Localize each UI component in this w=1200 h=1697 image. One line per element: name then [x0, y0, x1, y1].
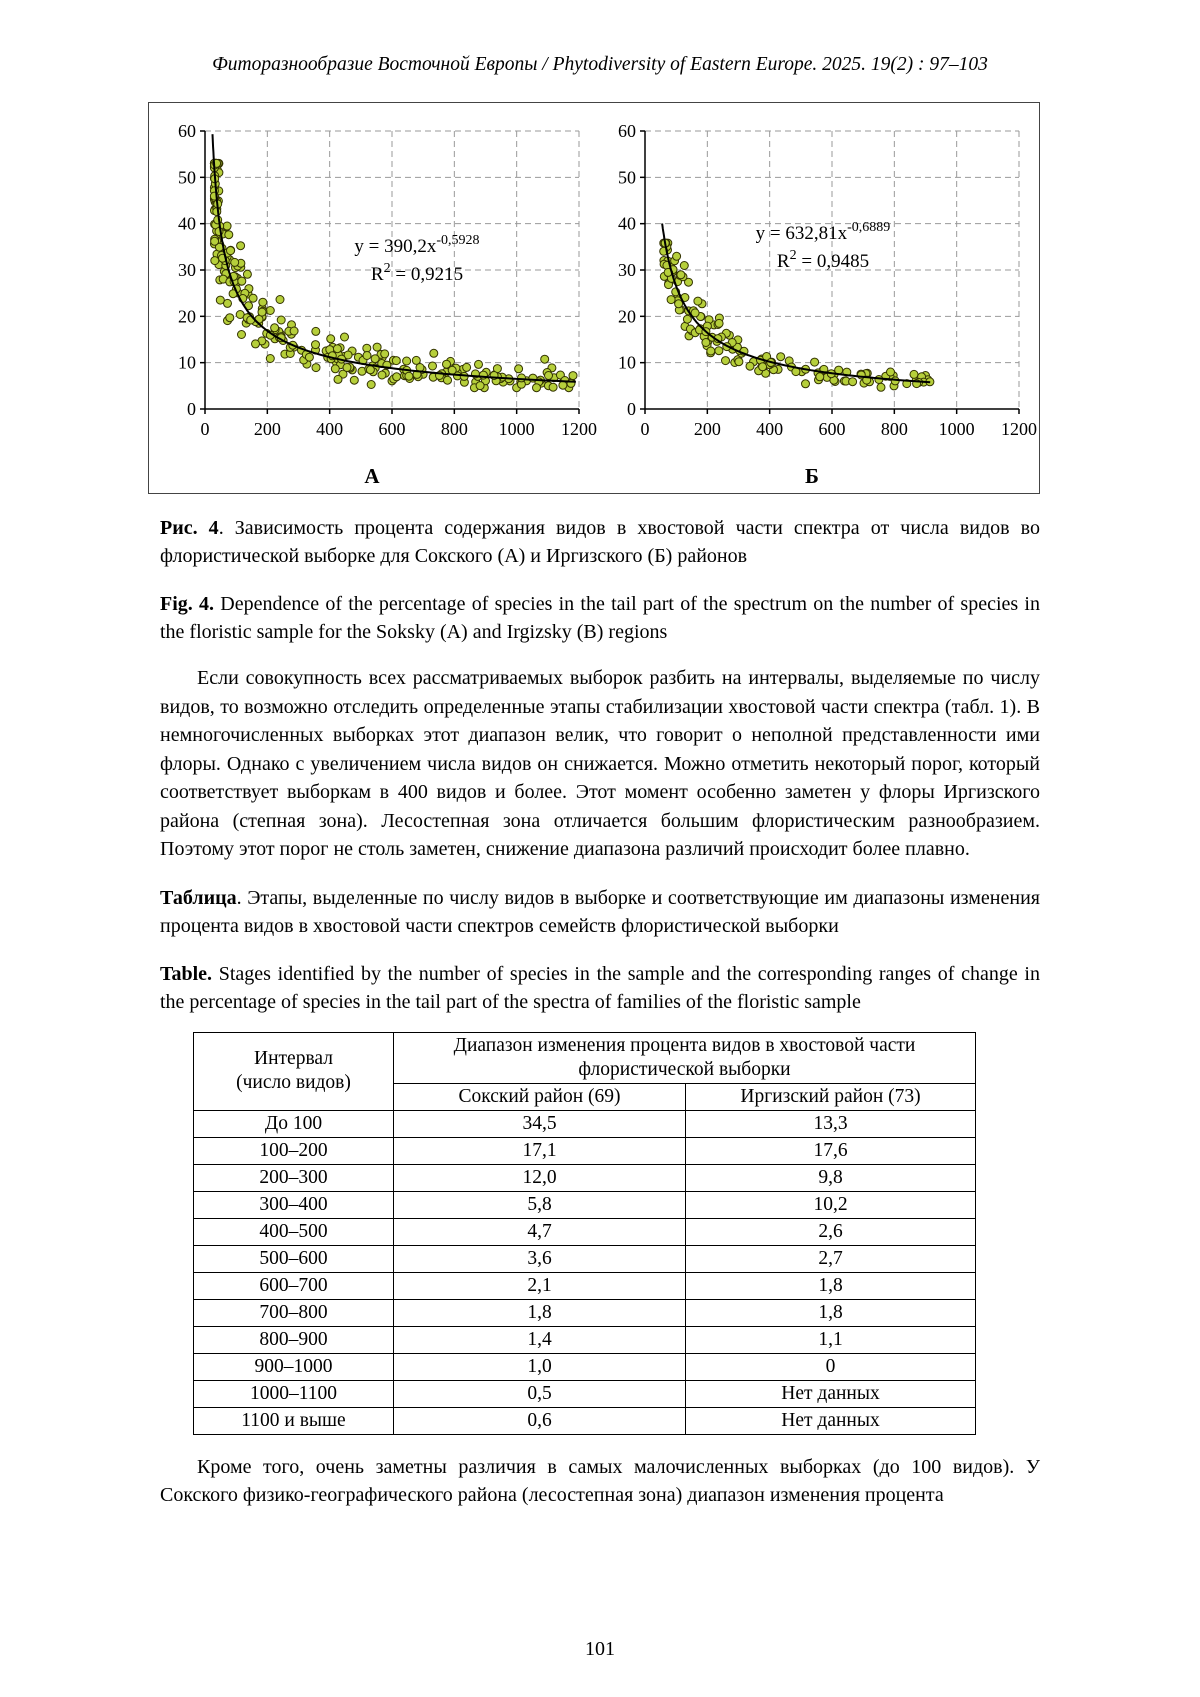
chart-svg — [155, 117, 597, 459]
scatter-point — [259, 298, 267, 306]
scatter-point — [223, 222, 231, 230]
table-cell: 9,8 — [686, 1164, 976, 1191]
scatter-point — [463, 363, 471, 371]
x-tick-label: 1000 — [498, 419, 535, 439]
table-caption-ru — [160, 884, 1040, 940]
table-caption-ru-lead: Таблица — [160, 886, 237, 909]
scatter-point — [312, 364, 320, 372]
scatter-point — [746, 362, 754, 370]
table-header-interval-line2: (число видов) — [236, 1072, 351, 1093]
scatter-point — [667, 296, 675, 304]
chart-svg — [595, 117, 1037, 459]
scatter-point — [444, 376, 452, 384]
scatter-point — [277, 316, 285, 324]
table-cell: 1,8 — [394, 1299, 686, 1326]
y-tick-label: 20 — [178, 306, 196, 327]
y-tick-label: 40 — [618, 213, 636, 234]
scatter-point — [549, 383, 557, 391]
table-cell: 200–300 — [194, 1164, 394, 1191]
table-row — [194, 1407, 976, 1434]
scatter-point — [276, 296, 284, 304]
scatter-point — [429, 362, 437, 370]
table-cell: 700–800 — [194, 1299, 394, 1326]
table-caption-en-lead: Table. — [160, 962, 213, 985]
x-tick-label: 200 — [693, 419, 721, 439]
scatter-point — [715, 319, 723, 327]
x-tick-label: 400 — [316, 419, 344, 439]
figure-caption-ru — [160, 514, 1040, 570]
scatter-point — [475, 360, 483, 368]
table-cell: 100–200 — [194, 1137, 394, 1164]
figure-caption-en — [160, 590, 1040, 646]
table-cell: 5,8 — [394, 1191, 686, 1218]
scatter-point — [237, 242, 245, 250]
table-caption-ru-text: . Этапы, выделенные по числу видов в выборке и соответствующие им диапазоны изменения процента видов в хвостовой части спектров семейств флористической выборки — [160, 886, 1040, 937]
fit-equation: $y = 390,2x^{-0,5928}$ — [354, 233, 480, 257]
table-cell: 1100 и выше — [194, 1407, 394, 1434]
table-cell: Нет данных — [686, 1380, 976, 1407]
scatter-point — [680, 262, 688, 270]
scatter-chart-b — [595, 117, 1037, 464]
scatter-point — [777, 353, 785, 361]
scatter-point — [802, 380, 810, 388]
scatter-point — [405, 372, 413, 380]
x-tick-label: 0 — [200, 419, 210, 439]
table-row — [194, 1245, 976, 1272]
table-cell: 12,0 — [394, 1164, 686, 1191]
x-tick-label: 800 — [440, 419, 468, 439]
scatter-point — [333, 345, 341, 353]
y-tick-label: 50 — [618, 167, 636, 188]
scatter-point — [515, 365, 523, 373]
fit-annotation — [756, 220, 891, 272]
table-cell: 900–1000 — [194, 1353, 394, 1380]
table-row — [194, 1164, 976, 1191]
scatter-point — [231, 258, 239, 266]
y-tick-label: 30 — [618, 260, 636, 280]
table-cell: 0 — [686, 1353, 976, 1380]
table-cell: 1,0 — [394, 1353, 686, 1380]
scatter-point — [683, 315, 691, 323]
table-wrapper — [193, 1032, 975, 1435]
table-cell: 17,6 — [686, 1137, 976, 1164]
body-paragraph-2: Кроме того, очень заметны различия в самых малочисленных выборках (до 100 видов). У Сокского физико-географического района (лесостепная зона) диапазон изменения процента — [160, 1455, 1040, 1506]
scatter-point — [811, 358, 819, 366]
fit-r-squared: $R^2 = 0,9485$ — [776, 248, 870, 272]
scatter-point — [476, 382, 484, 390]
table-row — [194, 1380, 976, 1407]
scatter-point — [226, 314, 234, 322]
scatter-point — [715, 347, 723, 355]
table-cell: 1,8 — [686, 1299, 976, 1326]
table-row — [194, 1110, 976, 1137]
table-cell: 4,7 — [394, 1218, 686, 1245]
table-cell: 300–400 — [194, 1191, 394, 1218]
page-number: 101 — [585, 1638, 615, 1660]
x-tick-label: 200 — [253, 419, 281, 439]
scatter-point — [545, 372, 553, 380]
scatter-point — [312, 341, 320, 349]
table-cell: До 100 — [194, 1110, 394, 1137]
y-tick-label: 60 — [178, 121, 196, 141]
scatter-point — [849, 378, 857, 386]
table-caption-en-text: Stages identified by the number of species in the sample and the corresponding ranges of change in the percentage of species in the tail part of the spectra of families of the floristic sample — [160, 962, 1040, 1013]
x-tick-label: 400 — [756, 419, 784, 439]
table-cell: 600–700 — [194, 1272, 394, 1299]
scatter-point — [381, 350, 389, 358]
scatter-point — [363, 352, 371, 360]
y-tick-label: 30 — [178, 260, 196, 280]
table-row — [194, 1191, 976, 1218]
figure-caption-ru-lead: Рис. 4 — [160, 517, 219, 539]
figure-caption-ru-text: . Зависимость процента содержания видов в хвостовой части спектра от числа видов во флористической выборке для Сокского (А) и Иргизского (Б) районов — [160, 517, 1040, 567]
data-table — [193, 1032, 976, 1435]
scatter-point — [707, 347, 715, 355]
scatter-point — [533, 384, 541, 392]
table-row — [194, 1326, 976, 1353]
scatter-point — [877, 383, 885, 391]
scatter-point — [694, 297, 702, 305]
x-tick-label: 600 — [378, 419, 406, 439]
scatter-point — [373, 343, 381, 351]
table-row — [194, 1272, 976, 1299]
scatter-point — [225, 231, 233, 239]
fit-r-squared: $R^2 = 0,9215$ — [370, 261, 464, 285]
scatter-point — [403, 357, 411, 365]
figure-caption-en-text: Dependence of the percentage of species in the tail part of the spectrum on the number of species in the floristic sample for the Soksky (A) and Irgizsky (B) regions — [160, 593, 1040, 643]
scatter-point — [367, 381, 375, 389]
scatter-point — [343, 364, 351, 372]
table-row — [194, 1353, 976, 1380]
scatter-point — [331, 365, 339, 373]
table-header-interval-line1: Интервал — [254, 1048, 333, 1069]
scatter-point — [238, 277, 246, 285]
x-tick-label: 1000 — [938, 419, 975, 439]
table-cell: 2,1 — [394, 1272, 686, 1299]
panel-label-a: А — [364, 464, 380, 488]
table-cell: 400–500 — [194, 1218, 394, 1245]
table-caption-en — [160, 960, 1040, 1016]
table-cell: 34,5 — [394, 1110, 686, 1137]
table-cell: 17,1 — [394, 1137, 686, 1164]
table-cell: 13,3 — [686, 1110, 976, 1137]
scatter-point — [211, 237, 219, 245]
scatter-point — [430, 349, 438, 357]
table-cell: 1,4 — [394, 1326, 686, 1353]
table-cell: 3,6 — [394, 1245, 686, 1272]
scatter-point — [366, 366, 374, 374]
table-subheader-irgizsky: Иргизский район (73) — [686, 1083, 976, 1110]
table-cell: 10,2 — [686, 1191, 976, 1218]
scatter-point — [266, 307, 274, 315]
x-tick-label: 1200 — [561, 419, 597, 439]
figure-panel-b — [595, 117, 1037, 489]
table-header-interval — [194, 1032, 394, 1110]
y-tick-label: 10 — [178, 352, 196, 373]
table-cell: 1000–1100 — [194, 1380, 394, 1407]
table-subheader-soksky: Сокский район (69) — [394, 1083, 686, 1110]
scatter-point — [334, 375, 342, 383]
scatter-point — [266, 355, 274, 363]
scatter-point — [211, 257, 219, 265]
scatter-point — [216, 296, 224, 304]
scatter-point — [392, 357, 400, 365]
table-cell: 0,6 — [394, 1407, 686, 1434]
scatter-point — [675, 300, 683, 308]
scatter-point — [677, 271, 685, 279]
scatter-point — [350, 376, 358, 384]
scatter-point — [393, 373, 401, 381]
scatter-point — [816, 373, 824, 381]
scatter-point — [887, 368, 895, 376]
scatter-point — [249, 294, 257, 302]
scatter-point — [910, 370, 918, 378]
scatter-point — [759, 363, 767, 371]
scatter-point — [569, 372, 577, 380]
scatter-point — [252, 340, 260, 348]
scatter-point — [243, 270, 251, 278]
table-cell: 2,6 — [686, 1218, 976, 1245]
scatter-point — [238, 331, 246, 339]
fit-annotation — [354, 233, 479, 285]
table-body — [194, 1110, 976, 1434]
table-cell: 800–900 — [194, 1326, 394, 1353]
x-tick-label: 800 — [880, 419, 908, 439]
scatter-point — [518, 374, 526, 382]
table-header-range: Диапазон изменения процента видов в хвостовой части флористической выборки — [394, 1032, 976, 1083]
fit-equation: $y = 632,81x^{-0,6889}$ — [755, 220, 891, 244]
scatter-point — [258, 308, 266, 316]
y-tick-label: 50 — [178, 167, 196, 188]
table-cell: 0,5 — [394, 1380, 686, 1407]
table-cell: 1,1 — [686, 1326, 976, 1353]
figure-4 — [148, 102, 1040, 494]
journal-header: Фиторазнообразие Восточной Европы / Phytodiversity of Eastern Europe. 2025. 19(2) : 97–103 — [212, 54, 988, 75]
table-cell: 500–600 — [194, 1245, 394, 1272]
scatter-point — [702, 339, 710, 347]
scatter-point — [363, 344, 371, 352]
table-header-row-1 — [194, 1032, 976, 1083]
body-paragraph-1: Если совокупность всех рассматриваемых выборок разбить на интервалы, выделяемые по числу видов, то возможно отследить определенные этапы стабилизации хвостовой части спектра (табл. 1). В немногочисленных выборках этот диапазон велик, что говорит о неполной представленности ими флоры. Однако с увеличением числа видов он снижается. Можно отметить некоторый порог, который соответствует выборкам в 400 видов и более. Этот момент особенно заметен у флоры Иргизского района (степная зона). Лесостепная зона отличается большим флористическим разнообразием. Поэтому этот порог не столь заметен, снижение диапазона различий происходит более плавно. — [160, 667, 1040, 860]
scatter-point — [341, 333, 349, 341]
y-tick-label: 40 — [178, 213, 196, 234]
scatter-point — [227, 247, 235, 255]
scatter-point — [673, 252, 681, 260]
scatter-point — [305, 353, 313, 361]
scatter-point — [312, 327, 320, 335]
y-tick-label: 20 — [618, 306, 636, 327]
x-tick-label: 0 — [640, 419, 650, 439]
y-tick-label: 0 — [627, 399, 636, 419]
scatter-point — [735, 358, 743, 366]
scatter-point — [327, 335, 335, 343]
table-row — [194, 1137, 976, 1164]
scatter-point — [271, 324, 279, 332]
scatter-point — [290, 327, 298, 335]
table-cell: Нет данных — [686, 1407, 976, 1434]
x-tick-label: 1200 — [1001, 419, 1037, 439]
y-tick-label: 0 — [187, 399, 196, 419]
table-row — [194, 1218, 976, 1245]
scatter-point — [371, 355, 379, 363]
scatter-point — [541, 355, 549, 363]
panel-label-b: Б — [805, 464, 819, 488]
table-head — [194, 1032, 976, 1110]
y-tick-label: 60 — [618, 121, 636, 141]
table-cell: 1,8 — [686, 1272, 976, 1299]
table-row — [194, 1299, 976, 1326]
scatter-point — [448, 366, 456, 374]
scatter-chart-a — [155, 117, 597, 464]
table-cell: 2,7 — [686, 1245, 976, 1272]
figure-panel-a — [155, 117, 597, 489]
x-tick-label: 600 — [818, 419, 846, 439]
scatter-point — [378, 371, 386, 379]
figure-caption-en-lead: Fig. 4. — [160, 593, 215, 615]
scatter-point — [722, 357, 730, 365]
y-tick-label: 10 — [618, 352, 636, 373]
